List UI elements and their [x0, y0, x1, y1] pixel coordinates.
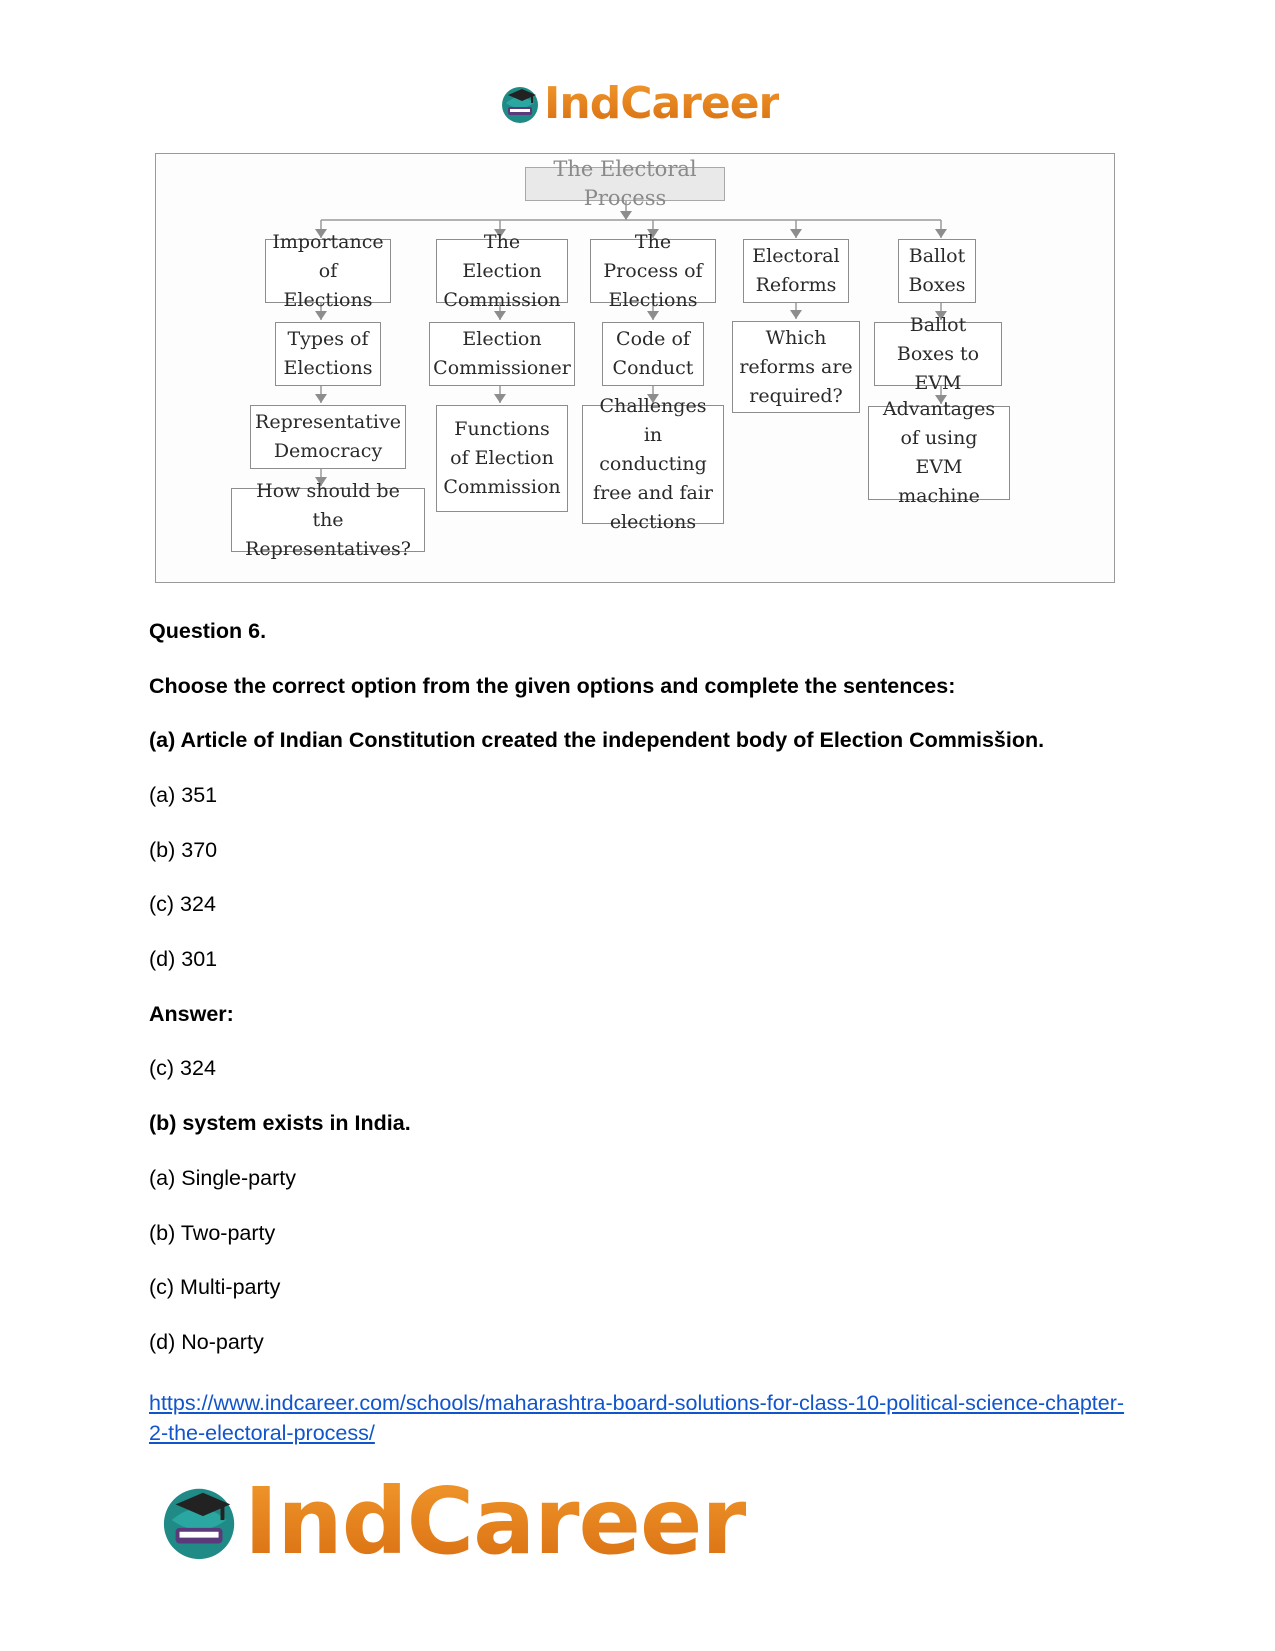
answer-value: (c) 324	[149, 1056, 216, 1080]
indcareer-logo-top	[500, 78, 779, 129]
part-a-option-b: (b) 370	[149, 838, 218, 862]
node-challenges-free-fair-elections: Challenges in conducting free and fair elections	[582, 405, 724, 524]
part-b-option-c: (c) Multi-party	[149, 1275, 281, 1299]
answer-label: Answer:	[149, 1002, 234, 1026]
node-code-of-conduct: Code of Conduct	[602, 322, 704, 386]
node-ballot-boxes: Ballot Boxes	[898, 239, 976, 303]
node-types-of-elections: Types of Elections	[275, 322, 381, 386]
part-b-prompt: (b) system exists in India.	[149, 1111, 411, 1135]
part-a-prompt: (a) Article of Indian Constitution created the independent body of Election Commisšion.	[149, 728, 1045, 752]
diagram-root-node: The Electoral Process	[525, 167, 725, 201]
question-instruction: Choose the correct option from the given options and complete the sentences:	[149, 674, 956, 698]
node-process-of-elections: The Process of Elections	[590, 239, 716, 303]
electoral-process-diagram	[155, 153, 1115, 583]
logo-wordmark: IndCareer	[244, 1468, 746, 1575]
indcareer-logo-bottom	[160, 1468, 746, 1575]
node-advantages-of-evm: Advantages of using EVM machine	[868, 406, 1010, 500]
part-a-option-a: (a) 351	[149, 783, 218, 807]
part-a-option-c: (c) 324	[149, 892, 216, 916]
node-functions-of-election-commission: Functions of Election Commission	[436, 405, 568, 512]
node-election-commission: The Election Commission	[436, 239, 568, 303]
part-b-option-b: (b) Two-party	[149, 1221, 276, 1245]
node-how-should-be-representatives: How should be the Representatives?	[231, 488, 425, 552]
node-electoral-reforms: Electoral Reforms	[743, 239, 849, 303]
source-link[interactable]: https://www.indcareer.com/schools/maharashtra-board-solutions-for-class-10-political-science-chapter-2-the-electoral-process/	[149, 1391, 1125, 1445]
node-election-commissioner: Election Commissioner	[429, 322, 575, 386]
part-a-option-d: (d) 301	[149, 947, 218, 971]
question-heading: Question 6.	[149, 619, 267, 643]
part-b-option-a: (a) Single-party	[149, 1166, 296, 1190]
node-representative-democracy: Representative Democracy	[250, 405, 406, 469]
part-b-option-d: (d) No-party	[149, 1330, 264, 1354]
globe-graduation-cap-icon	[160, 1481, 242, 1563]
node-ballot-boxes-to-evm: Ballot Boxes to EVM	[874, 322, 1002, 386]
logo-wordmark: IndCareer	[544, 78, 780, 129]
node-which-reforms-required: Which reforms are required?	[732, 321, 860, 413]
node-importance-of-elections: Importance of Elections	[265, 239, 391, 303]
globe-graduation-cap-icon	[500, 83, 542, 125]
